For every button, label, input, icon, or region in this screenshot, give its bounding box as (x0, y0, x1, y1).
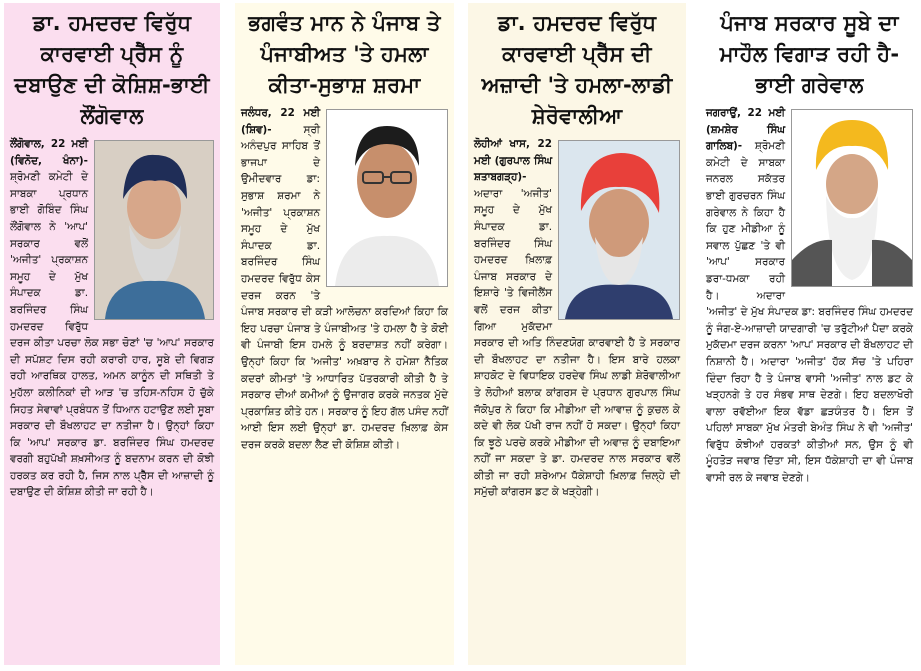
article-2-text: ਸ੍ਰੀ ਅਨੰਦਪੁਰ ਸਾਹਿਬ ਤੋਂ ਭਾਜਪਾ ਦੇ ਉਮੀਦਵਾਰ ਡਾ: ਸੁਭਾਸ਼ ਸ਼ਰਮਾ ਨੇ 'ਅਜੀਤ' ਪ੍ਰਕਾਸ਼ਨ ਸਮੂਹ ਦੇ ਮੁੱਖ ਸੰਪਾਦਕ ਡਾ. ਬਰਜਿੰਦਰ ਸਿੰਘ ਹਮਦਰਦ ਵਿਰੁੱਧ ਕੇਸ ਦਰਜ ਕਰਨ 'ਤੇ ਪੰਜਾਬ ਸਰਕਾਰ ਦੀ ਕੜੀ ਆਲੋਚਨਾ ਕਰਦਿਆਂ ਕਿਹਾ ਕਿ ਇਹ ਪਰਚਾ ਪੰਜਾਬ ਤੇ ਪੰਜਾਬੀਅਤ 'ਤੇ ਹਮਲਾ ਹੈ ਤੇ ਕੋਈ ਵੀ ਪੰਜਾਬੀ ਇਸ ਹਮਲੇ ਨੂੰ ਬਰਦਾਸ਼ਤ ਨਹੀਂ ਕਰੇਗਾ। ਉਨ੍ਹਾਂ ਕਿਹਾ ਕਿ 'ਅਜੀਤ' ਅਖ਼ਬਾਰ ਨੇ ਹਮੇਸ਼ਾ ਨੈਤਿਕ ਕਦਰਾਂ ਕੀਮਤਾਂ 'ਤੇ ਆਧਾਰਿਤ ਪੱਤਰਕਾਰੀ ਕੀਤੀ ਹੈ ਤੇ ਸਰਕਾਰ ਦੀਆਂ ਕਮੀਆਂ ਨੂੰ ਉਜਾਗਰ ਕਰਕੇ ਜਨਤਕ ਮੁੱਦੇ ਪ੍ਰਕਾਸ਼ਿਤ ਕੀਤੇ ਹਨ। ਸਰਕਾਰ ਨੂੰ ਇਹ ਗੱਲ ਪਸੰਦ ਨਹੀਂ ਆਈ ਇਸ ਲਈ ਉਨ੍ਹਾਂ ਡਾ. ਹਮਦਰਦ ਖ਼ਿਲਾਫ਼ ਕੇਸ ਦਰਜ ਕਰਕੇ ਬਦਲਾ ਲੈਣ ਦੀ ਕੋਸ਼ਿਸ਼ ਕੀਤੀ। (241, 123, 448, 451)
article-2 (235, 3, 454, 665)
article-1-text: ਸ਼੍ਰੋਮਣੀ ਕਮੇਟੀ ਦੇ ਸਾਬਕਾ ਪ੍ਰਧਾਨ ਭਾਈ ਗੋਬਿੰਦ ਸਿੰਘ ਲੌਂਗੋਵਾਲ ਨੇ 'ਆਪ' ਸਰਕਾਰ ਵਲੋਂ 'ਅਜੀਤ' ਪ੍ਰਕਾਸ਼ਨ ਸਮੂਹ ਦੇ ਮੁੱਖ ਸੰਪਾਦਕ ਡਾ. ਬਰਜਿੰਦਰ ਸਿੰਘ ਹਮਦਰਦ ਵਿਰੁੱਧ ਦਰਜ ਕੀਤਾ ਪਰਚਾ ਲੋਕ ਸਭਾ ਚੋਣਾਂ 'ਚ 'ਆਪ' ਸਰਕਾਰ ਦੀ ਸਪੱਸ਼ਟ ਦਿਸ ਰਹੀ ਕਰਾਰੀ ਹਾਰ, ਸੂਬੇ ਦੀ ਵਿਗੜ ਰਹੀ ਆਰਥਿਕ ਹਾਲਤ, ਅਮਨ ਕਾਨੂੰਨ ਦੀ ਸਥਿਤੀ ਤੇ ਮੁਹੱਲਾ ਕਲੀਨਿਕਾਂ ਦੀ ਆੜ 'ਚ ਤਹਿਸ-ਨਹਿਸ ਹੋ ਚੁੱਕੇ ਸਿਹਤ ਸੇਵਾਵਾਂ ਪ੍ਰਬੰਧਨ ਤੋਂ ਧਿਆਨ ਹਟਾਉਣ ਲਈ ਸੂਬਾ ਸਰਕਾਰ ਦੀ ਬੌਖਲਾਹਟ ਦਾ ਨਤੀਜਾ ਹੈ। ਉਨ੍ਹਾਂ ਕਿਹਾ ਕਿ 'ਆਪ' ਸਰਕਾਰ ਡਾ. ਬਰਜਿੰਦਰ ਸਿੰਘ ਹਮਦਰਦ ਵਰਗੀ ਬਹੁਪੱਖੀ ਸ਼ਖ਼ਸੀਅਤ ਨੂੰ ਬਦਨਾਮ ਕਰਨ ਦੀ ਕੋਝੀ ਹਰਕਤ ਕਰ ਰਹੀ ਹੈ, ਜਿਸ ਨਾਲ ਪ੍ਰੈੱਸ ਦੀ ਆਜ਼ਾਦੀ ਨੂੰ ਦਬਾਉਣ ਦੀ ਕੋਸ਼ਿਸ਼ ਕੀਤੀ ਜਾ ਰਹੀ ਹੈ। (10, 171, 214, 499)
article-2-headline: ਭਗਵੰਤ ਮਾਨ ਨੇ ਪੰਜਾਬ ਤੇ ਪੰਜਾਬੀਅਤ 'ਤੇ ਹਮਲਾ ਕੀਤਾ-ਸੁਭਾਸ਼ ਸ਼ਰਮਾ (248, 11, 441, 97)
article-2-body-block (235, 103, 454, 453)
article-1 (4, 3, 220, 665)
article-3-body-block (468, 134, 686, 501)
article-2-photo (326, 109, 448, 287)
article-1-photo (94, 140, 214, 320)
article-3-photo (558, 140, 680, 320)
article-4 (700, 3, 919, 665)
article-1-dateline: ਲੌਂਗੋਵਾਲ, 22 ਮਈ (ਵਿਨੋਦ, ਖੰਨਾ)- (10, 138, 88, 167)
article-4-headline: ਪੰਜਾਬ ਸਰਕਾਰ ਸੂਬੇ ਦਾ ਮਾਹੌਲ ਵਿਗਾੜ ਰਹੀ ਹੈ-ਭਾਈ ਗਰੇਵਾਲ (719, 11, 900, 97)
article-3-headline: ਡਾ. ਹਮਦਰਦ ਵਿਰੁੱਧ ਕਾਰਵਾਈ ਪ੍ਰੈੱਸ ਦੀ ਅਜ਼ਾਦੀ 'ਤੇ ਹਮਲਾ-ਲਾਡੀ ਸ਼ੇਰੋਵਾਲੀਆ (481, 11, 673, 128)
article-4-text: ਸ਼੍ਰੋਮਣੀ ਕਮੇਟੀ ਦੇ ਸਾਬਕਾ ਜਨਰਲ ਸਕੱਤਰ ਭਾਈ ਗੁਰਚਰਨ ਸਿੰਘ ਗਰੇਵਾਲ ਨੇ ਕਿਹਾ ਹੈ ਕਿ ਹੁਣ ਮੀਡੀਆ ਨੂੰ ਸਵਾਲ ਪੁੱਛਣ 'ਤੇ ਵੀ 'ਆਪ' ਸਰਕਾਰ ਡਰਾ-ਧਮਕਾ ਰਹੀ ਹੈ। ਅਦਾਰਾ 'ਅਜੀਤ' ਦੇ ਮੁੱਖ ਸੰਪਾਦਕ ਡਾ: ਬਰਜਿੰਦਰ ਸਿੰਘ ਹਮਦਰਦ ਨੂੰ ਜੰਗ-ਏ-ਆਜ਼ਾਦੀ ਯਾਦਗਾਰੀ 'ਚ ਤਰੁੱਟੀਆਂ ਪੈਦਾ ਕਰਕੇ ਮੁਕੱਦਮਾ ਦਰਜ ਕਰਨਾ 'ਆਪ' ਸਰਕਾਰ ਦੀ ਬੌਖਲਾਹਟ ਦੀ ਨਿਸ਼ਾਨੀ ਹੈ। ਅਦਾਰਾ 'ਅਜੀਤ' ਹੱਕ ਸੱਚ 'ਤੇ ਪਹਿਰਾ ਦਿੰਦਾ ਰਿਹਾ ਹੈ ਤੇ ਪੰਜਾਬ ਵਾਸੀ 'ਅਜੀਤ' ਨਾਲ ਡਟ ਕੇ ਖੜ੍ਹਨਗੇ ਤੇ ਹਰ ਸੰਭਵ ਸਾਥ ਦੇਣਗੇ। ਇਹ ਬਦਲਾਖੋਰੀ ਵਾਲਾ ਰਵੱਈਆ ਇਕ ਵੱਡਾ ਛੜਯੰਤਰ ਹੈ। ਇਸ ਤੋਂ ਪਹਿਲਾਂ ਸਾਬਕਾ ਮੁੱਖ ਮੰਤਰੀ ਬੇਅੰਤ ਸਿੰਘ ਨੇ ਵੀ 'ਅਜੀਤ' ਵਿਰੁੱਧ ਕੋਝੀਆਂ ਹਰਕਤਾਂ ਕੀਤੀਆਂ ਸਨ, ਉਸ ਨੂੰ ਵੀ ਮੂੰਹਤੋੜ ਜਵਾਬ ਦਿੱਤਾ ਸੀ, ਇਸ ਧੱਕੇਸ਼ਾਹੀ ਦਾ ਵੀ ਪੰਜਾਬ ਵਾਸੀ ਰਲ ਕੇ ਜਵਾਬ ਦੇਣਗੇ। (706, 140, 913, 485)
article-3-text: ਅਦਾਰਾ 'ਅਜੀਤ' ਸਮੂਹ ਦੇ ਮੁੱਖ ਸੰਪਾਦਕ ਡਾ. ਬਰਜਿੰਦਰ ਸਿੰਘ ਹਮਦਰਦ ਖ਼ਿਲਾਫ਼ ਪੰਜਾਬ ਸਰਕਾਰ ਦੇ ਇਸ਼ਾਰੇ 'ਤੇ ਵਿਜੀਲੈਂਸ ਵਲੋਂ ਦਰਜ ਕੀਤਾ ਗਿਆ ਮੁਕੱਦਮਾ ਸਰਕਾਰ ਦੀ ਅਤਿ ਨਿੰਦਣਯੋਗ ਕਾਰਵਾਈ ਹੈ ਤੇ ਸਰਕਾਰ ਦੀ ਬੌਖਲਾਹਟ ਦਾ ਨਤੀਜਾ ਹੈ। ਇਸ ਬਾਰੇ ਹਲਕਾ ਸ਼ਾਹਕੋਟ ਦੇ ਵਿਧਾਇਕ ਹਰਦੇਵ ਸਿੰਘ ਲਾਡੀ ਸ਼ੇਰੋਵਾਲੀਆ ਤੇ ਲੋਹੀਆਂ ਬਲਾਕ ਕਾਂਗਰਸ ਦੇ ਪ੍ਰਧਾਨ ਗੁਰਪਾਲ ਸਿੰਘ ਜੱਕੋਪੁਰ ਨੇ ਕਿਹਾ ਕਿ ਮੀਡੀਆ ਦੀ ਆਵਾਜ਼ ਨੂੰ ਕੁਚਲ ਕੇ ਕਦੇ ਵੀ ਲੋਕ ਪੱਖੀ ਰਾਜ ਨਹੀਂ ਹੋ ਸਕਦਾ। ਉਨ੍ਹਾਂ ਕਿਹਾ ਕਿ ਝੂਠੇ ਪਰਚੇ ਕਰਕੇ ਮੀਡੀਆ ਦੀ ਅਵਾਜ਼ ਨੂੰ ਦਬਾਇਆ ਨਹੀਂ ਜਾ ਸਕਦਾ ਤੇ ਡਾ. ਹਮਦਰਦ ਨਾਲ ਸਰਕਾਰ ਵਲੋਂ ਕੀਤੀ ਜਾ ਰਹੀ ਸ਼ਰੇਆਮ ਧੱਕੇਸ਼ਾਹੀ ਖ਼ਿਲਾਫ਼ ਜ਼ਿਲ੍ਹੇ ਦੀ ਸਮੁੱਚੀ ਕਾਂਗਰਸ ਡਟ ਕੇ ਖੜ੍ਹੇਗੀ। (474, 187, 680, 499)
article-4-photo (791, 109, 913, 287)
article-1-headline: ਡਾ. ਹਮਦਰਦ ਵਿਰੁੱਧ ਕਾਰਵਾਈ ਪ੍ਰੈੱਸ ਨੂੰ ਦਬਾਉਣ ਦੀ ਕੋਸ਼ਿਸ਼-ਭਾਈ ਲੌਂਗੋਵਾਲ (14, 11, 210, 128)
article-4-dateline: ਜਗਰਾਉਂ, 22 ਮਈ (ਸ਼ਮਸ਼ੇਰ ਸਿੰਘ ਗਾਲਿਬ)- (706, 107, 785, 153)
article-3 (468, 3, 686, 665)
article-4-body-block (700, 103, 919, 487)
article-3-dateline: ਲੋਹੀਆਂ ਖਾਸ, 22 ਮਈ (ਗੁਰਪਾਲ ਸਿੰਘ ਸ਼ਤਾਬਗੜ੍ਹ)- (474, 138, 552, 184)
article-1-body-block (4, 134, 220, 501)
article-2-dateline: ਜਲੰਧਰ, 22 ਮਈ (ਸ਼ਿਵ)- (241, 107, 320, 136)
